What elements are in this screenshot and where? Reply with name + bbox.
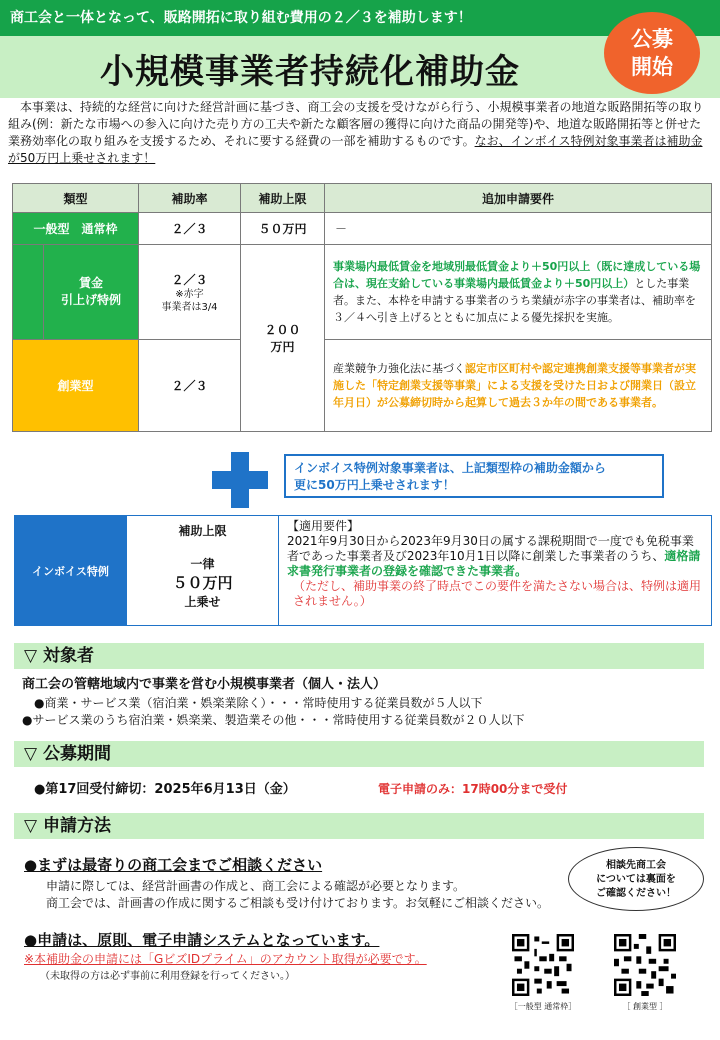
invoice-limit-cell [127, 516, 279, 626]
intro-invoice-note: なお、インボイス特例対象事業者は補助金が50万円上乗せされます！ [8, 134, 703, 165]
wage-rate: ２／３ [171, 272, 208, 287]
callout-line1: インボイス特例対象事業者は、上記類型枠の補助金額から [294, 461, 606, 475]
invoice-callout [284, 454, 664, 498]
method-p2: 商工会では、計画書の作成に関するご相談も受け付けております。お気軽にご相談ください。 [46, 896, 550, 910]
invoice-req-green: 適格請求書発行事業者の登録を確認できた事業者。 [287, 549, 701, 578]
table-header-row [13, 184, 712, 213]
period-heading: ▽ 公募期間 [14, 741, 704, 767]
table-row-general [13, 213, 712, 245]
invoice-limit-2: ５０万円 [172, 574, 233, 592]
qr1-caption: ［一般型 通常枠］ [509, 1002, 577, 1011]
wage-type-line1: 賃金 [78, 276, 103, 290]
method-red: ※本補助金の申請には「GビズIDプライム」のアカウント取得が必要です。 [24, 952, 427, 966]
table-row-wage [13, 245, 712, 340]
qr-code-startup[interactable] [614, 934, 676, 996]
top-banner: 商工会と一体となって、販路開拓に取り組む費用の２／３を補助します！ [0, 0, 720, 36]
invoice-req-red: （ただし、補助事業の終了時点でこの要件を満たさない場合は、特例は適用されません。） [293, 579, 702, 608]
method-h2: ●申請は、原則、電子申請システムとなっています。 [24, 931, 380, 949]
general-limit: ５０万円 [241, 213, 325, 245]
startup-rate: ２／３ [139, 340, 241, 432]
header-limit: 補助上限 [241, 184, 325, 213]
wage-req-green: 事業場内最低賃金を地域別最低賃金より＋50円以上（既に達成している場合は、現在支給している事業場内最低賃金より＋50円以上） [333, 260, 701, 290]
method-p1: 申請に際しては、経営計画書の作成と、商工会による確認が必要となります。 [46, 879, 466, 893]
wage-limit-line2: 万円 [270, 340, 295, 354]
general-type: 一般型 通常枠 [13, 213, 139, 245]
general-req: － [325, 213, 712, 245]
invoice-req-text: 2021年9月30日から2023年9月30日の属する課税期間で一度でも免税事業者であった事業者及び2023年10月1日以降に創業した事業者のうち、 [287, 534, 694, 563]
wage-req-rest: とした事業者。また、本枠を申請する事業者のうち業績が赤字の事業者は、補助率を３／４へ引き上げるとともに加点による優先採択を実施。 [333, 277, 696, 324]
wage-rate-cell [139, 245, 241, 340]
wage-type-line2: 引上げ特例 [60, 293, 121, 307]
invoice-req-title: 【適用要件】 [287, 519, 360, 533]
startup-req-orange: 認定市区町村や認定連携創業支援等事業者が実施した「特定創業支援等事業」による支援を受けた日および開業日（設立年月日）が公募締切時から起算して過去３か年の間である事業者。 [333, 362, 696, 409]
page-title: 小規模事業者持続化補助金 [100, 52, 520, 92]
target-item1: ●商業・サービス業（宿泊業・娯楽業除く）・・・常時使用する従業員数が５人以下 [34, 696, 483, 710]
period-deadline: ●第17回受付締切：2025年6月13日（金） [34, 782, 296, 797]
invoice-limit-title: 補助上限 [178, 524, 227, 538]
oval-line2: については裏面を [596, 874, 676, 885]
header-req: 追加申請要件 [325, 184, 712, 213]
open-badge [604, 12, 700, 94]
qr2-caption: ［ 創業型 ］ [622, 1002, 668, 1011]
startup-type: 創業型 [13, 340, 139, 432]
badge-line2: 開始 [631, 55, 673, 79]
badge-line1: 公募 [631, 27, 673, 51]
invoice-limit-3: 上乗せ [184, 595, 221, 609]
callout-line2: 更に50万円上乗せされます！ [294, 478, 455, 492]
general-rate: ２／３ [139, 213, 241, 245]
invoice-limit-1: 一律 [190, 557, 215, 571]
target-item2: ●サービス業のうち宿泊業・娯楽業、製造業その他・・・常時使用する従業員数が２０人以下 [22, 713, 525, 727]
wage-limit-cell [241, 245, 325, 432]
target-lead: 商工会の管轄地域内で事業を営む小規模事業者（個人・法人） [22, 677, 387, 692]
intro-paragraph [8, 99, 712, 167]
consult-oval [568, 847, 704, 911]
invoice-table [14, 515, 712, 626]
type-table [12, 183, 712, 432]
target-heading: ▽ 対象者 [14, 643, 704, 669]
intro-text: 本事業は、持続的な経営に向けた経営計画に基づき、商工会の支援を受けながら行う、小規模事業者の地道な販路開拓等の取り組み(例：新たな市場への参入に向けた売り方の工夫や新たな顧客層の獲得に向けた商品の開発等)や、地道な販路開拓等と併せた業務効率化の取り組みを支援するため、それに要する経費の一部を補助するものです。 [8, 100, 704, 148]
plus-icon [212, 452, 268, 508]
header-rate: 補助率 [139, 184, 241, 213]
method-h1: ●まずは最寄りの商工会までご相談ください [24, 856, 323, 874]
method-small: （未取得の方は必ず事前に利用登録を行ってください。） [40, 971, 295, 982]
invoice-row [15, 516, 712, 626]
oval-line3: ご確認ください！ [596, 888, 676, 899]
wage-req [325, 245, 712, 340]
oval-line1: 相談先商工会 [606, 860, 666, 871]
startup-req-pre: 産業競争力強化法に基づく [333, 362, 465, 375]
invoice-req-cell [279, 516, 712, 626]
wage-type-cell [13, 245, 139, 340]
wage-rate-note2: 事業者は3/4 [161, 301, 218, 313]
method-heading: ▽ 申請方法 [14, 813, 704, 839]
startup-req [325, 340, 712, 432]
qr-code-general[interactable] [512, 934, 574, 996]
period-note: 電子申請のみ：17時00分まで受付 [378, 782, 568, 796]
header-type: 類型 [13, 184, 139, 213]
invoice-label: インボイス特例 [15, 516, 127, 626]
wage-limit-line1: ２００ [264, 323, 301, 337]
table-row-startup [13, 340, 712, 432]
wage-rate-note1: ※赤字 [175, 288, 204, 300]
